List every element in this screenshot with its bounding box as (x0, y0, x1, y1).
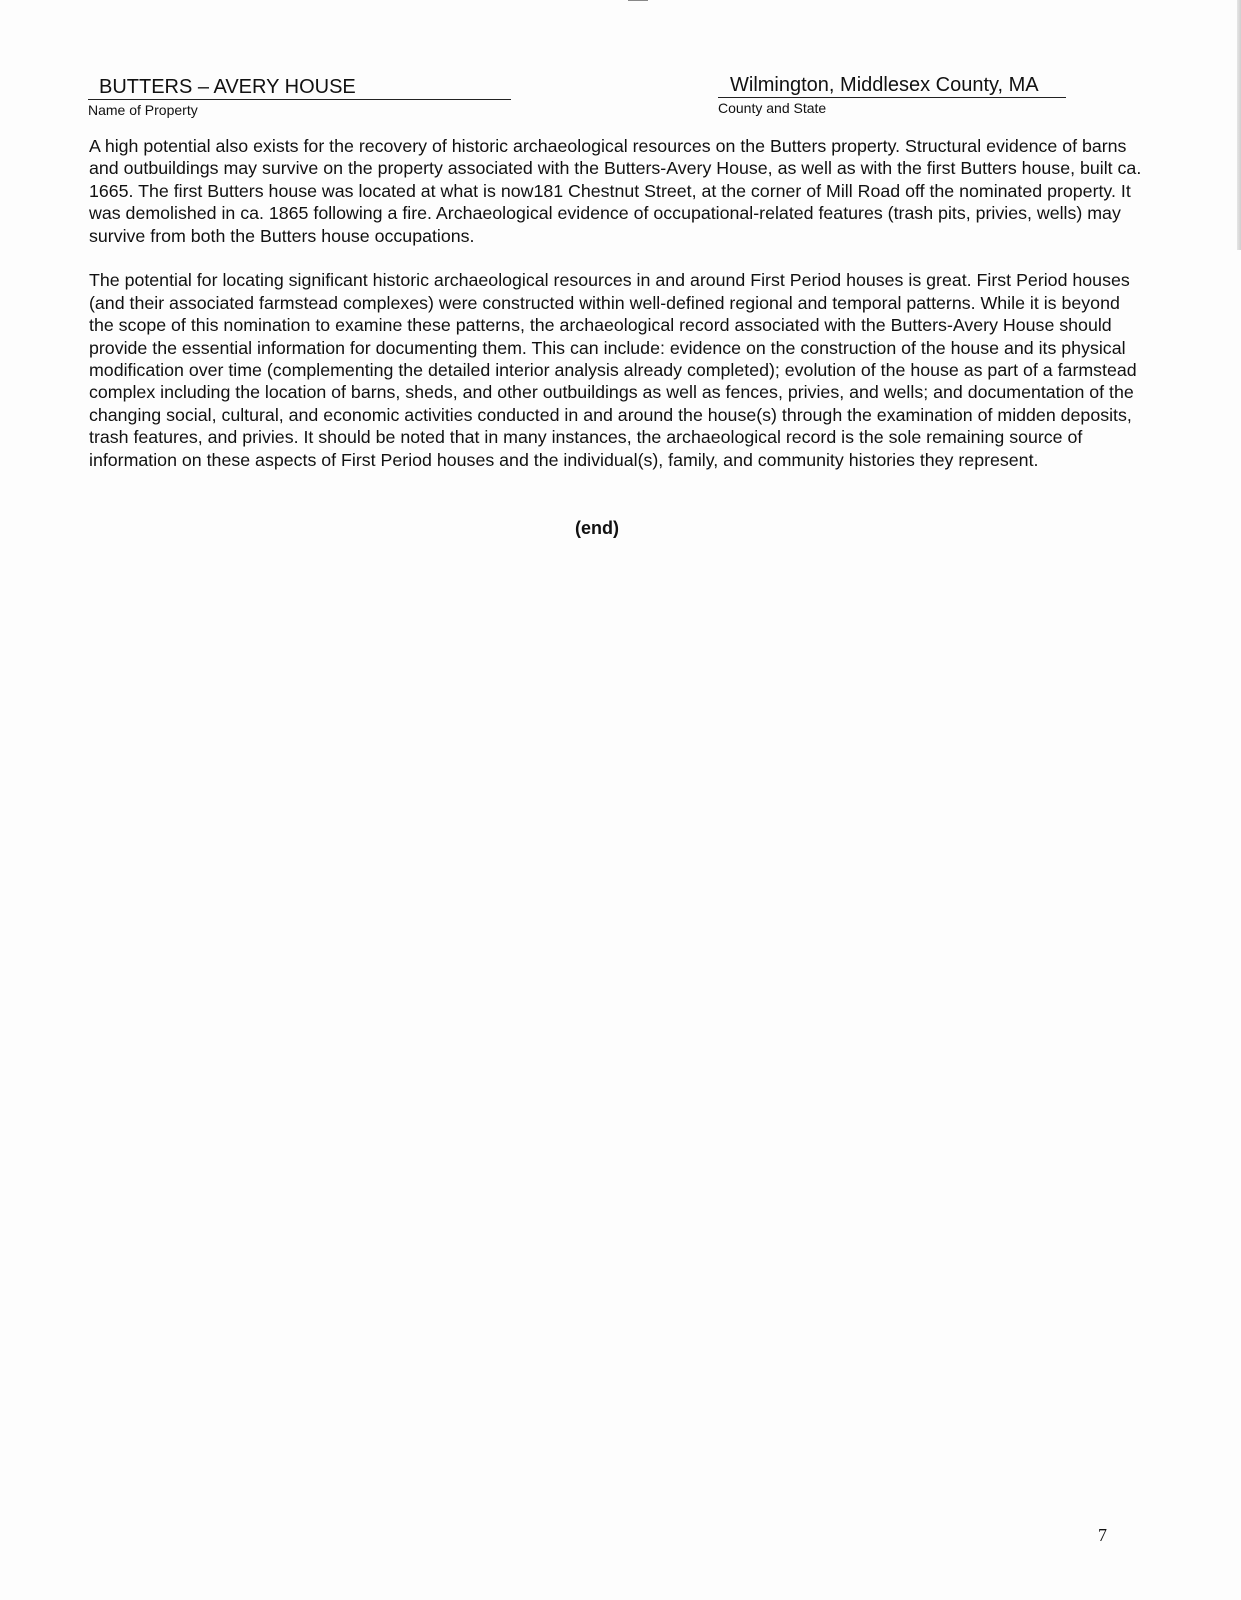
county-state-block (718, 74, 1066, 117)
property-name-block (88, 76, 511, 119)
scan-artifact-mark (628, 0, 648, 1)
county-state-value: Wilmington, Middlesex County, MA (718, 74, 1066, 98)
paragraph-archaeological-potential: A high potential also exists for the recovery of historic archaeological resources on the Butters property. Structural evidence of barns and outbuildings may survive on the property associated with the Butters-Avery House, as well as with the first Butters house, built ca. 1665. The first Butters house was located at what is now181 Chestnut Street, at the corner of Mill Road off the nominated property. It was demolished in ca. 1865 following a fire. Archaeological evidence of occupational-related features (trash pits, privies, wells) may survive from both the Butters house occupations. (89, 136, 1142, 246)
county-state-label: County and State (718, 100, 827, 116)
property-name-value: BUTTERS – AVERY HOUSE (88, 76, 511, 100)
page-number: 7 (1098, 1525, 1107, 1545)
property-name-label: Name of Property (88, 102, 198, 118)
document-body (89, 135, 1149, 471)
scan-page-edge (1237, 0, 1241, 250)
end-marker: (end) (575, 518, 619, 538)
paragraph-first-period-houses: The potential for locating significant historic archaeological resources in and around First Period houses is great. First Period houses (and their associated farmstead complexes) were constructed within well-defined regional and temporal patterns. While it is beyond the scope of this nomination to examine these patterns, the archaeological record associated with the Butters-Avery House should provide the essential information for documenting them. This can include: evidence on the construction of the house and its physical modification over time (complementing the detailed interior analysis already completed); evolution of the house as part of a farmstead complex including the location of barns, sheds, and other outbuildings as well as fences, privies, and wells; and documentation of the changing social, cultural, and economic activities conducted in and around the house(s) through the examination of midden deposits, trash features, and privies. It should be noted that in many instances, the archaeological record is the sole remaining source of information on these aspects of First Period houses and the individual(s), family, and community histories they represent. (89, 270, 1137, 470)
